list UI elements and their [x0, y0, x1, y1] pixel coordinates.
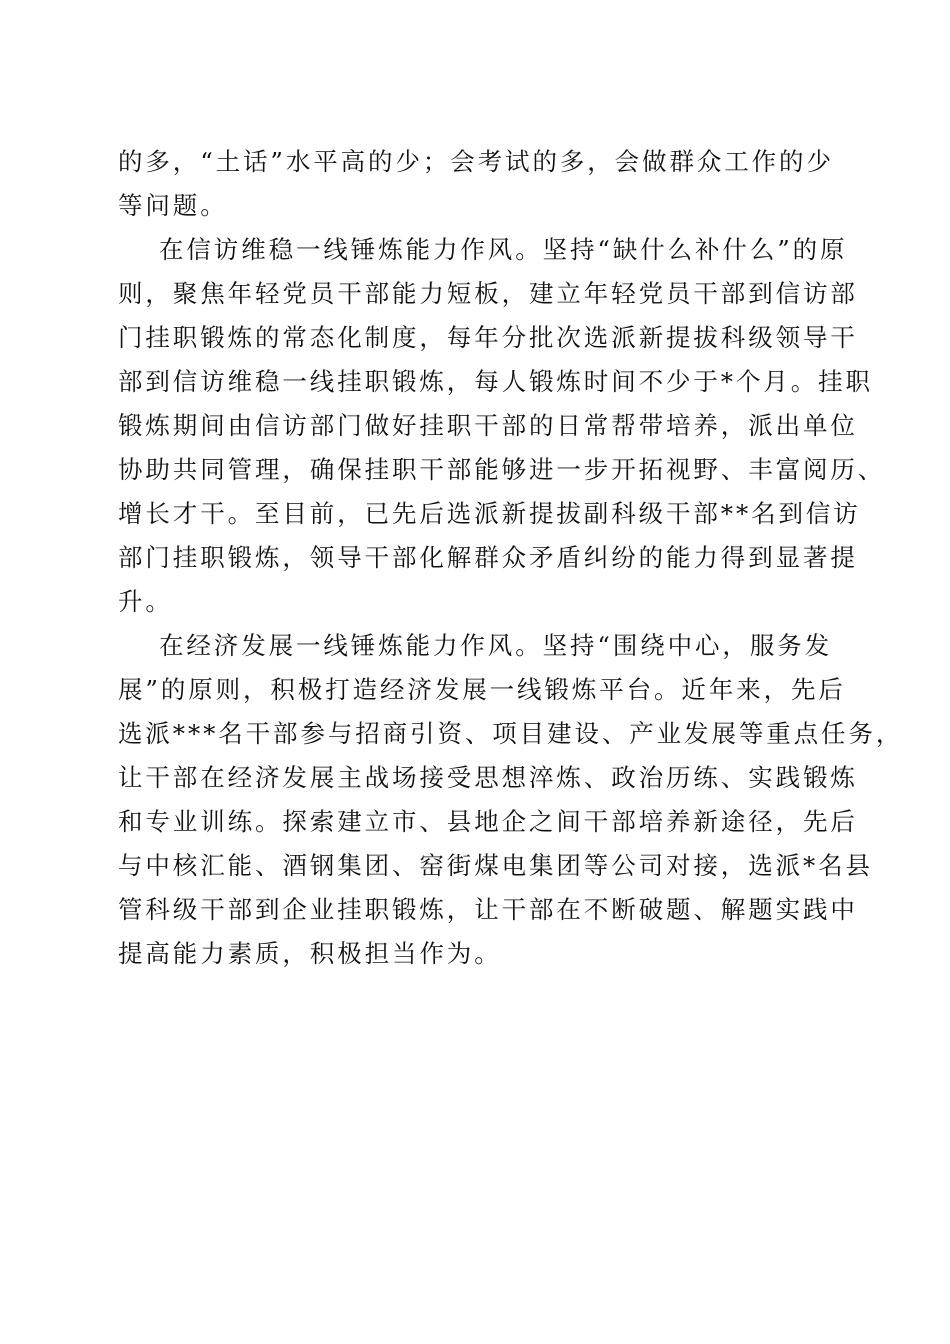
paragraph-start-line: 在信访维稳一线锤炼能力作风。坚持“缺什么补什么”的原 — [159, 235, 848, 264]
text-line: 提高能力素质，积极担当作为。 — [118, 939, 502, 968]
text-line: 让干部在经济发展主战场接受思想淬炼、政治历练、实践锻炼 — [118, 763, 858, 792]
text-line: 升。 — [118, 587, 173, 616]
document-body — [118, 140, 904, 976]
text-line: 锻炼期间由信访部门做好挂职干部的日常帮带培养，派出单位 — [118, 411, 858, 440]
text-line: 和专业训练。探索建立市、县地企之间干部培养新途径，先后 — [118, 807, 858, 836]
text-line: 展”的原则，积极打造经济发展一线锻炼平台。近年来，先后 — [118, 675, 846, 704]
paragraph-start-line: 在经济发展一线锤炼能力作风。坚持“围绕中心，服务发 — [159, 631, 833, 660]
text-line: 部门挂职锻炼，领导干部化解群众矛盾纠纷的能力得到显著提 — [118, 543, 858, 572]
text-line: 的多，“土话”水平高的少；会考试的多，会做群众工作的少 — [118, 147, 834, 176]
text-line: 门挂职锻炼的常态化制度，每年分批次选派新提拔科级领导干 — [118, 323, 858, 352]
text-line: 等问题。 — [118, 191, 228, 220]
text-line: 协助共同管理，确保挂职干部能够进一步开拓视野、丰富阅历、 — [118, 455, 886, 484]
text-line: 则，聚焦年轻党员干部能力短板，建立年轻党员干部到信访部 — [118, 279, 858, 308]
text-line: 部到信访维稳一线挂职锻炼，每人锻炼时间不少于*个月。挂职 — [118, 367, 873, 396]
text-line: 选派***名干部参与招商引资、项目建设、产业发展等重点任务， — [118, 719, 904, 748]
text-line: 增长才干。至目前，已先后选派新提拔副科级干部**名到信访 — [118, 499, 861, 528]
text-line: 与中核汇能、酒钢集团、窑街煤电集团等公司对接，选派*名县 — [118, 851, 873, 880]
text-line: 管科级干部到企业挂职锻炼，让干部在不断破题、解题实践中 — [118, 895, 858, 924]
